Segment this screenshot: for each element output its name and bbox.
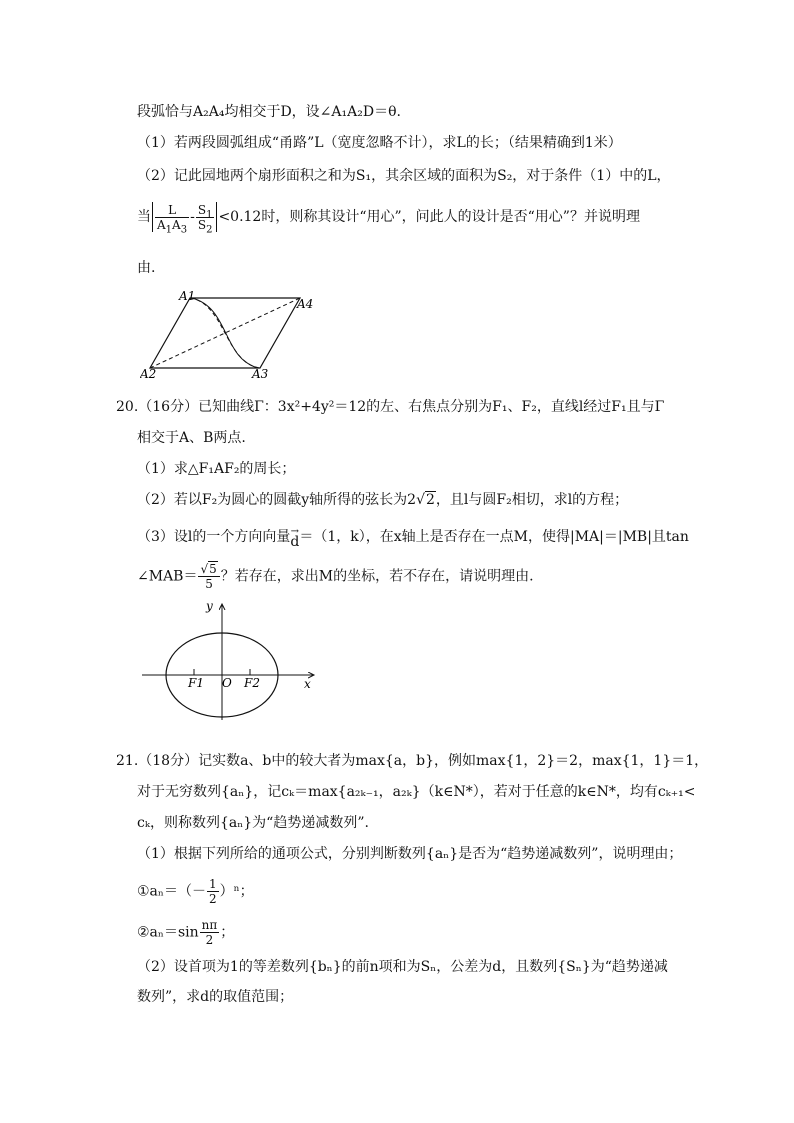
q21-stem-a: 21.（18分）记实数a、b中的较大者为max{a，b}，例如max{1，2}＝2，max{1，1}＝1， [116,753,709,769]
q19-part1: （1）若两段圆弧组成“甬路”L（宽度忽略不计），求L的长；（结果精确到1米） [137,135,622,151]
q20-part3-a: （3）设l的一个方向向量 [137,529,291,545]
q21-item2-b: ； [220,924,235,941]
label-o: O [222,676,232,690]
q21-item1-b: ）ⁿ； [219,883,254,900]
sqrt-symbol: √ [416,492,425,508]
label-x: x [304,677,311,691]
q19-line0: 段弧恰与A₂A₄均相交于D，设∠A₁A₂D＝θ. [137,104,401,120]
q21-stem-c: cₖ，则称数列{aₙ}为“趋势递减数列”. [137,815,369,831]
fraction-npi-over-2: $\frac{n\pi}{2}$ [201,918,218,947]
q21-part2-a: （2）设首项为1的等差数列{bₙ}的前n项和为Sₙ，公差为d，且数列{Sₙ}为“趋势递减 [137,959,668,975]
q20-part1: （1）求△F₁AF₂的周长； [137,461,296,477]
vector-arrow: → [290,526,300,537]
label-y: y [206,599,213,613]
q20-part2-b: ，且l与圆F₂相切，求l的方程； [435,492,629,508]
q21-stem-b: 对于无穷数列{aₙ}，记cₖ＝max{a₂ₖ₋₁，a₂ₖ}（k∈N*），若对于任意的k∈N*，均有cₖ₊₁< [137,784,696,800]
q20-part4-b: ？若存在，求出M的坐标，若不存在，请说明理由. [220,568,534,585]
parallelogram-figure [140,288,320,380]
label-a1: A1 [179,289,196,303]
label-f2: F2 [244,676,260,690]
q21-item1-a: ①aₙ＝（－ [137,883,206,900]
arc-path [190,298,260,368]
ellipse-figure [138,598,318,722]
q19-part2-b: 当 $\frac{L}{A_1A_3}$ - $\frac{S_1}{S_2}$ <0.12时，则称其设计“用心”，问此人的设计是否“用心”？并说明理 [137,202,640,235]
q19-part2-end: 由. [137,260,156,276]
q20-part2-a: （2）若以F₂为圆心的圆截y轴所得的弦长为2 [137,492,417,508]
label-f1: F1 [188,676,204,690]
q21-item2 [137,918,234,947]
q20-part3-b: ＝（1，k），在x轴上是否存在一点M，使得|MA|＝|MB|且tan [299,529,689,545]
label-a4: A4 [297,297,314,311]
q20-part4 [137,562,534,591]
abs-bar-left [152,202,153,232]
q21-part2-b: 数列”，求d的取值范围； [137,989,294,1005]
q20-part3 [137,526,689,550]
q21-item2-a: ②aₙ＝sin [137,924,199,941]
q19-part2-suffix: <0.12时，则称其设计“用心”，问此人的设计是否“用心”？并说明理 [218,209,640,225]
q20-stem-a: 20.（16分）已知曲线Γ：3x²+4y²＝12的左、右焦点分别为F₁、F₂，直线l经过F₁且与Γ [116,399,665,415]
fraction-l-over-a1a3: $\frac{L}{A_1A_3}$ [157,202,188,235]
sqrt-radicand: 2 [425,492,435,508]
q21-item1 [137,877,254,906]
fraction-one-half: $\frac{1}{2}$ [208,877,217,906]
fraction-s1-over-s2: $\frac{S_1}{S_2}$ [197,202,213,235]
vector-d: → d [290,526,300,550]
q21-part1: （1）根据下列所给的通项公式，分别判断数列{aₙ}是否为“趋势递减数列”，说明理由； [137,846,683,862]
q20-stem-b: 相交于A、B两点. [137,430,246,446]
q20-part4-a: ∠MAB＝ [137,568,198,585]
fraction-sqrt5-over-5: $\frac{√5}{5}$ [198,562,219,591]
q20-part2 [137,490,628,510]
q19-part2-prefix: 当 [137,209,151,225]
q19-part2-a: （2）记此园地两个扇形面积之和为S₁，其余区域的面积为S₂，对于条件（1）中的L， [137,168,671,184]
label-a3: A3 [252,367,269,380]
label-a2: A2 [140,367,157,380]
